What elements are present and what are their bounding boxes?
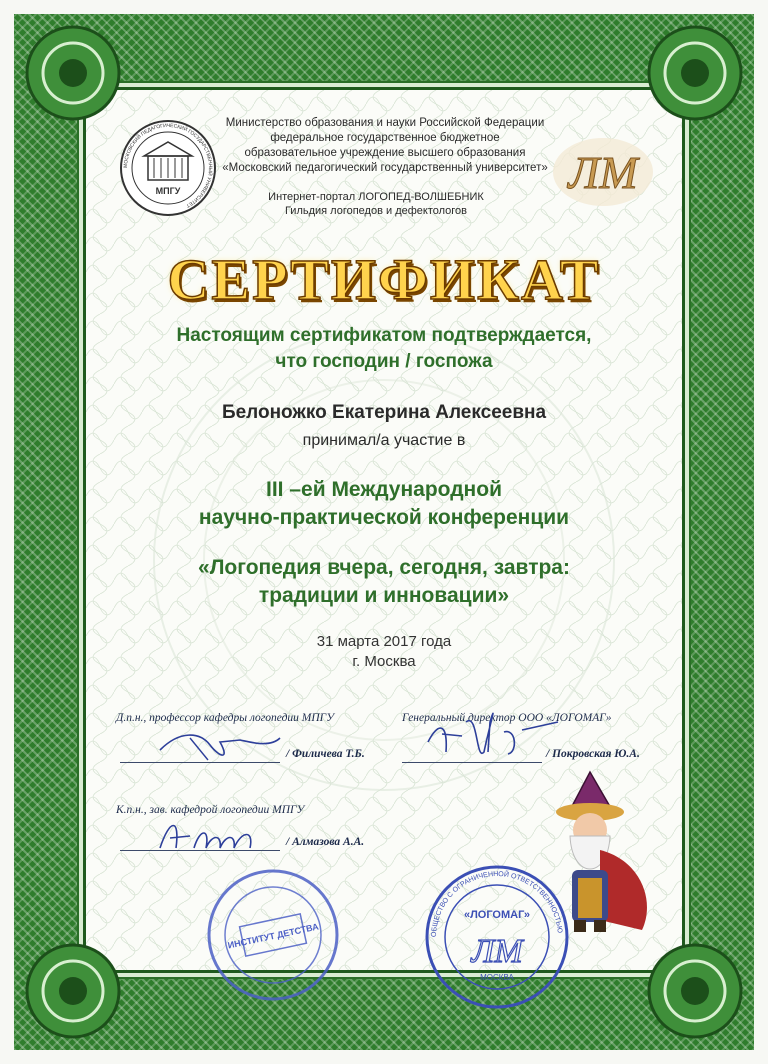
issuer-header (200, 116, 570, 176)
conference-line-4: традиции и инновации» (258, 584, 510, 607)
corner-ornament-icon (640, 18, 750, 128)
logomag-stamp-ring-text: ОБЩЕСТВО С ОГРАНИЧЕННОЙ ОТВЕТСТВЕННОСТЬЮ (430, 870, 563, 938)
portal-line-2: Гильдия логопедов и дефектологов (284, 205, 468, 217)
event-details (0, 632, 768, 672)
corner-ornament-icon (640, 936, 750, 1046)
signature-2-line (402, 762, 542, 763)
conference-type (0, 476, 768, 532)
signer-3-role: К.п.н., зав. кафедрой логопедии МПГУ (116, 804, 305, 816)
issuer-line-2: федеральное государственное бюджетное (270, 132, 500, 144)
certificate-title: СЕРТИФИКАТ (167, 247, 601, 312)
signer-3-name: / Алмазова А.А. (286, 836, 365, 848)
signer-1-name: / Филичева Т.Б. (286, 748, 365, 760)
corner-ornament-icon (18, 18, 128, 128)
institute-stamp-text: ИНСТИТУТ ДЕТСТВА (226, 921, 320, 951)
signature-1-line (120, 762, 280, 763)
event-city: г. Москва (352, 653, 416, 670)
logomag-stamp-icon (422, 862, 572, 1012)
conference-line-3: «Логопедия вчера, сегодня, завтра: (198, 556, 570, 579)
signature-3-line (120, 850, 280, 851)
recipient-name: Белоножко Екатерина Алексеевна (221, 402, 547, 423)
issuer-line-3: образовательное учреждение высшего образования (244, 147, 526, 159)
issuer-line-4: «Московский педагогический государственный университет» (222, 162, 548, 174)
confirmation-text (0, 323, 768, 375)
conference-line-2: научно-практической конференции (198, 506, 570, 529)
signer-2-role: Генеральный директор ООО «ЛОГОМАГ» (402, 712, 612, 724)
logomag-stamp-name: «ЛОГОМАГ» (463, 909, 531, 921)
svg-text:ОБЩЕСТВО С ОГРАНИЧЕННОЙ ОТВЕТС (431, 869, 563, 937)
logomag-stamp-monogram: ЛМ (471, 933, 523, 970)
conference-title (0, 554, 768, 610)
institute-stamp-icon (204, 866, 342, 1004)
confirmation-line-2: что господин / госпожа (275, 351, 493, 372)
issuer-line-1: Министерство образования и науки Российской Федерации (225, 117, 545, 129)
portal-info (236, 190, 516, 218)
monogram-text: ЛМ (568, 147, 638, 198)
signature-2-icon (418, 692, 568, 772)
confirmation-line-1: Настоящим сертификатом подтверждается, (176, 325, 592, 346)
portal-line-1: Интернет-портал ЛОГОПЕД-ВОЛШЕБНИК (268, 191, 484, 203)
university-logo-ring-text: МОСКОВСКИЙ ПЕДАГОГИЧЕСКИЙ ГОСУДАРСТВЕННЫЙ УНИВЕРСИТЕТ (122, 122, 214, 209)
event-date: 31 марта 2017 года (316, 633, 452, 650)
signer-1-role: Д.п.н., профессор кафедры логопедии МПГУ (116, 712, 334, 724)
logomag-stamp-city: МОСКВА (480, 973, 514, 982)
university-logo-label: МПГУ (155, 186, 181, 196)
participated-text: принимал/а участие в (302, 432, 466, 449)
conference-line-1: III –ей Международной (266, 478, 502, 501)
signer-2-name: / Покровская Ю.А. (546, 748, 640, 760)
corner-ornament-icon (18, 936, 128, 1046)
